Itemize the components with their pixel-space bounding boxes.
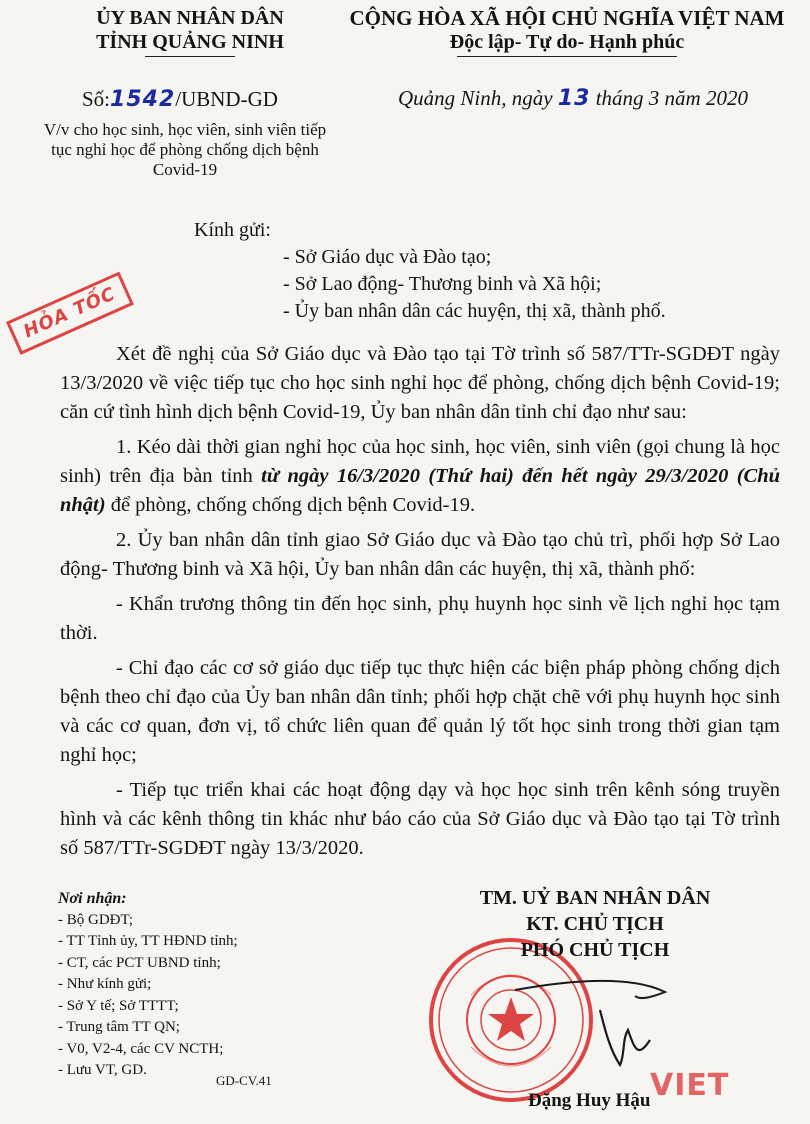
greeting: Kính gửi:	[194, 219, 271, 241]
recipient-item: - Sở Lao động- Thương binh và Xã hội;	[283, 273, 602, 295]
handwritten-day: 13	[557, 86, 591, 111]
date-line	[398, 86, 748, 111]
distribution-item: - V0, V2-4, các CV NCTH;	[58, 1040, 224, 1057]
national-motto: Độc lập- Tự do- Hạnh phúc	[449, 31, 685, 53]
distribution-item: - Trung tâm TT QN;	[58, 1019, 180, 1035]
number-prefix: Số:	[82, 87, 111, 111]
body-paragraph-2	[60, 433, 780, 520]
body-paragraph-1: Xét đề nghị của Sở Giáo dục và Đào tạo tại Tờ trình số 587/TTr-SGDĐT ngày 13/3/2020 về việc tiếp tục cho học sinh nghỉ học để phòng, chống dịch bệnh Covid-19; căn cứ tình hình dịch bệnh Covid-19, Ủy ban nhân dân tỉnh chỉ đạo như sau:	[60, 343, 780, 423]
body-paragraph-3: 2. Ủy ban nhân dân tỉnh giao Sở Giáo dục và Đào tạo chủ trì, phối hợp Sở Lao động- Thương binh và Xã hội, Ủy ban nhân dân các huyện, thị xã, thành phố:	[60, 529, 780, 580]
issuer-header	[40, 6, 340, 57]
distribution-list	[58, 888, 338, 1082]
number-suffix: /UBND-GD	[175, 87, 278, 111]
issuer-line-1: ỦY BAN NHÂN DÂN	[96, 7, 284, 29]
signature-line-3: PHÓ CHỦ TỊCH	[520, 939, 670, 961]
issuer-line-2: TỈNH QUẢNG NINH	[96, 31, 284, 53]
signer-name: Đặng Huy Hậu	[528, 1090, 651, 1111]
distribution-item: - Bộ GDĐT;	[58, 911, 133, 928]
document-subject: V/v cho học sinh, học viên, sinh viên tiếp tục nghỉ học để phòng chống dịch bệnh Covid-19	[43, 120, 327, 179]
date-suffix: tháng 3 năm 2020	[595, 86, 748, 110]
distribution-item: - Sở Y tế; Sở TTTT;	[58, 997, 179, 1014]
distribution-item: - Như kính gửi;	[58, 976, 152, 992]
body-paragraph-5: - Chỉ đạo các cơ sở giáo dục tiếp tục thực hiện các biện pháp phòng chống dịch bệnh theo chỉ đạo của Ủy ban nhân dân tỉnh; phối hợp chặt chẽ với phụ huynh học sinh và các cơ quan, đơn vị, tổ chức liên quan để quản lý tốt học sinh trong thời gian tạm nghỉ học;	[60, 657, 780, 766]
document-body	[60, 340, 780, 863]
signature-line-2: KT. CHỦ TỊCH	[526, 913, 664, 935]
body-paragraph-4: - Khẩn trương thông tin đến học sinh, phụ huynh học sinh về lịch nghỉ học tạm thời.	[60, 593, 780, 644]
document-code: GD-CV.41	[216, 1073, 272, 1088]
document-number	[82, 87, 278, 112]
paragraph-2-text: 1. Kéo dài thời gian nghỉ học của học sinh, học viên, sinh viên (gọi chung là học sinh) trên địa bàn tỉnh	[60, 436, 780, 487]
national-header	[332, 6, 802, 57]
paragraph-2-tail: để phòng, chống chống dịch bệnh Covid-19.	[105, 494, 476, 516]
issuer-underline	[145, 56, 235, 57]
date-prefix: Quảng Ninh, ngày	[398, 86, 553, 110]
distribution-item: - TT Tỉnh ủy, TT HĐND tỉnh;	[58, 933, 238, 949]
national-title: CỘNG HÒA XÃ HỘI CHỦ NGHĨA VIỆT NAM	[349, 6, 785, 30]
distribution-item: - CT, các PCT UBND tỉnh;	[58, 954, 221, 971]
watermark-logo: VIET	[650, 1068, 730, 1103]
paragraph-2-dates: từ ngày 16/3/2020 (Thứ hai) đến hết ngày 29/3/2020 (Chủ nhật)	[60, 465, 781, 516]
recipient-item: - Ủy ban nhân dân các huyện, thị xã, thành phố.	[283, 300, 666, 322]
handwritten-number: 1542	[110, 87, 176, 112]
motto-underline	[457, 56, 677, 57]
recipient-item: - Sở Giáo dục và Đào tạo;	[283, 246, 492, 268]
signature-block	[430, 885, 760, 963]
distribution-item: - Lưu VT, GD.	[58, 1062, 147, 1078]
distribution-title: Nơi nhận:	[58, 890, 127, 907]
body-paragraph-6: - Tiếp tục triển khai các hoạt động dạy và học học sinh trên kênh sóng truyền hình và các kênh thông tin khác như báo cáo của Sở Giáo dục và Đào tạo tại Tờ trình số 587/TTr-SGDĐT ngày 13/3/2020.	[60, 779, 780, 859]
signature-line-1: TM. UỶ BAN NHÂN DÂN	[479, 887, 711, 909]
urgent-stamp-text: HỎA TỐC	[6, 272, 134, 355]
signature-icon	[510, 970, 670, 1080]
